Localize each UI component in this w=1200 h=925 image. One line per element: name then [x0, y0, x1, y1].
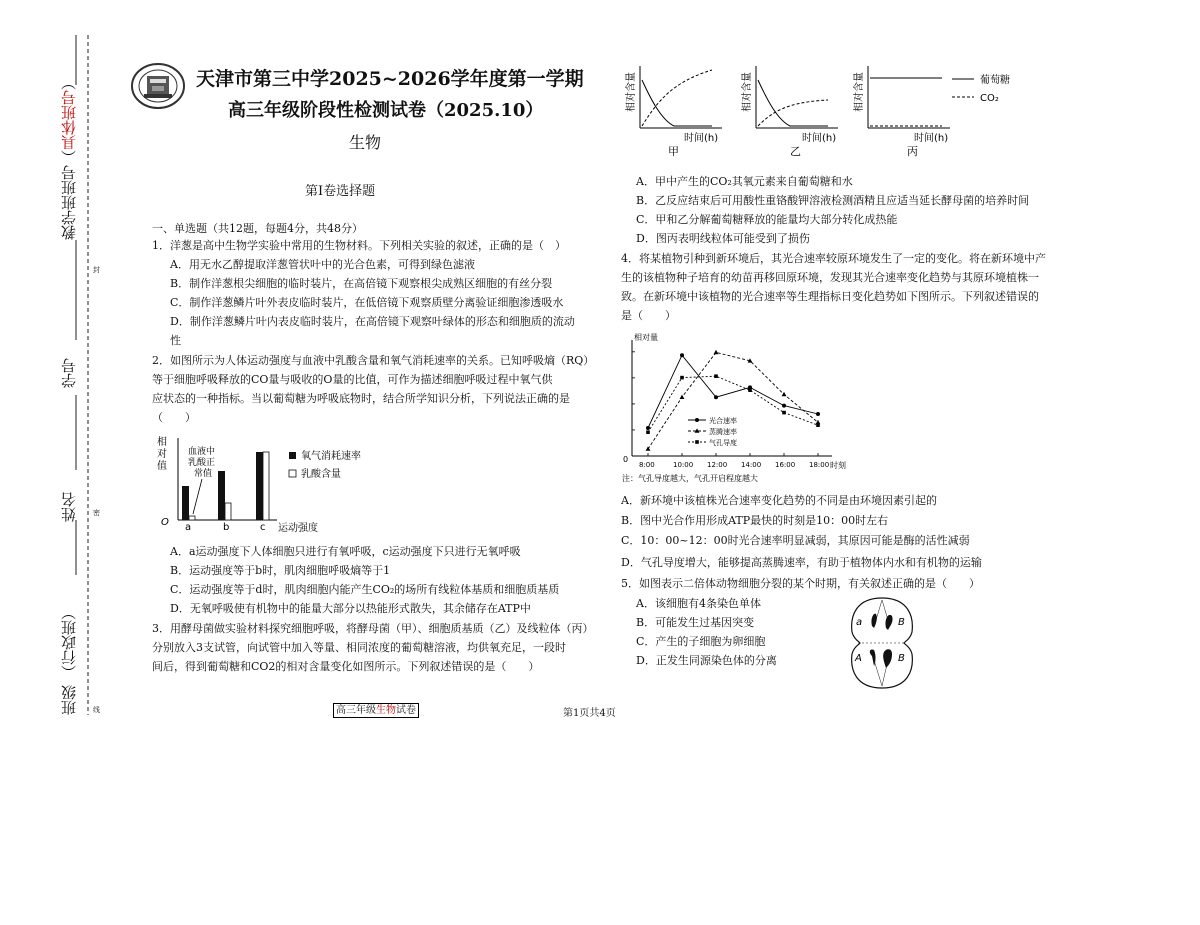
- section-title: 第Ⅰ卷选择题: [305, 184, 376, 199]
- q3-stem-line1: 3．用酵母菌做实验材料探究细胞呼吸，将酵母菌（甲）、细胞质基质（乙）及线粒体（丙）: [152, 622, 594, 635]
- q4-point: [680, 376, 684, 380]
- q2-tick-c: c: [260, 522, 266, 533]
- exam-title: 高三年级阶段性检测试卷（2025.10）: [228, 100, 544, 121]
- q2-stem-line2: 等于细胞呼吸释放的CO量与吸收的O量的比值，可作为描述细胞呼吸过程中氧气供: [152, 373, 553, 386]
- q4-point: [816, 423, 820, 427]
- q4-point: [695, 440, 699, 444]
- gene-b-top-label: B: [898, 617, 905, 628]
- legend-glucose-label: 葡萄糖: [980, 75, 1010, 86]
- bar-b-lactic: [225, 503, 231, 520]
- q3-xlabel-bing: 时间(h): [914, 133, 949, 144]
- school-title: 天津市第三中学2025~2026学年度第一学期: [196, 68, 584, 90]
- jia-co2-curve: [642, 70, 712, 126]
- q4-point: [646, 430, 650, 434]
- q4-x-tick-label: 8:00: [639, 461, 655, 469]
- q4-stem-line3: 致。在新环境中该植物的光合速率等生理指标日变化趋势如下图所示。下列叙述错误的: [621, 290, 1039, 303]
- q1-stem: 1．洋葱是高中生物学实验中常用的生物材料。下列相关实验的叙述，正确的是（ ）: [152, 239, 566, 252]
- legend-lactic-label: 乳酸含量: [301, 469, 341, 480]
- q4-option-a: A．新环境中该植株光合速率变化趋势的不同是由环境因素引起的: [621, 494, 937, 507]
- seal-char-feng: 封: [93, 266, 100, 274]
- subject-title: 生物: [349, 133, 382, 152]
- q4-point: [695, 418, 699, 422]
- q4-line-chart: [616, 328, 856, 488]
- q4-stem-line4: 是（ ）: [621, 309, 676, 322]
- q4-ylabel: 相对量: [634, 333, 658, 342]
- legend-o2-swatch: [289, 452, 296, 459]
- q4-note: 注：气孔导度越大，气孔开启程度越大: [622, 474, 758, 483]
- q1-option-b: B．制作洋葱根尖细胞的临时装片，在高倍镜下观察根尖成熟区细胞的有丝分裂: [170, 277, 553, 290]
- q4-point: [782, 404, 786, 408]
- footer-prefix: 高三年级: [336, 705, 376, 716]
- q3-ylabel-yi: 相对含量: [742, 72, 753, 112]
- q4-legend-label: 蒸腾速率: [709, 428, 737, 436]
- student-id-label: 学号: [60, 358, 78, 388]
- q2-bar-chart: [152, 432, 392, 542]
- q4-point: [714, 395, 718, 399]
- q4-stem-line1: 4．将某植物引种到新环境后，其光合速率较原环境发生了一定的变化。将在新环境中产: [621, 252, 1046, 265]
- q2-stem-line3: 应状态的一种指标。当以葡萄糖为呼吸底物时，结合所学知识分析，下列说法正确的是: [152, 392, 570, 405]
- legend-lactic-swatch: [289, 470, 296, 477]
- gene-b-bottom-label: B: [898, 653, 905, 664]
- q4-stem-line2: 生的该植物种子培育的幼苗再移回原环境，发现其光合速率变化趋势与其原环境植株一: [621, 271, 1039, 284]
- q4-point: [646, 426, 650, 430]
- q4-option-c: C．10：00~12：00时光合速率明显减弱，其原因可能是酶的活性减弱: [621, 534, 970, 547]
- q5-option-b: B．可能发生过基因突变: [636, 616, 755, 629]
- teaching-class-prefix: 教学班班号（: [60, 150, 78, 240]
- q4-x-tick-label: 18:00: [809, 461, 830, 469]
- q4-origin: 0: [623, 455, 629, 464]
- q4-point: [782, 411, 786, 415]
- q3-ylabel-jia: 相对含量: [626, 72, 637, 112]
- q5-option-a: A．该细胞有4条染色单体: [636, 597, 761, 610]
- teaching-class-suffix: ）: [60, 75, 78, 90]
- q4-x-tick-label: 16:00: [775, 461, 796, 469]
- teaching-class-red: 具体班号: [60, 90, 78, 150]
- part-heading: 一、单选题（共12题，每题4分，共48分）: [152, 222, 363, 235]
- q4-option-b: B．图中光合作用形成ATP最快的时刻是10：00时左右: [621, 514, 889, 527]
- q1-option-d-cont: 性: [170, 334, 181, 347]
- legend-o2-label: 氧气消耗速率: [301, 451, 361, 462]
- bar-b-o2: [218, 471, 225, 520]
- q4-point: [680, 395, 685, 399]
- q2-origin: O: [161, 517, 169, 528]
- q3-option-a: A．甲中产生的CO₂其氧元素来自葡萄糖和水: [636, 175, 853, 188]
- q3-panel-charts: [612, 62, 1052, 162]
- q3-stem-line2: 分别放入3支试管，向试管中加入等量、相同浓度的葡萄糖溶液，均供氧充足，一段时: [152, 641, 566, 654]
- bar-a-o2: [182, 486, 189, 520]
- q2-option-d: D．无氧呼吸使有机物中的能量大部分以热能形式散失，其余储存在ATP中: [170, 602, 531, 615]
- q4-point: [680, 353, 684, 357]
- q5-option-d: D．正发生同源染色体的分离: [636, 654, 777, 667]
- q4-point: [748, 388, 752, 392]
- q1-option-a: A．用无水乙醇提取洋葱管状叶中的光合色素，可得到绿色滤液: [170, 258, 475, 271]
- footer-suffix: 试卷: [396, 705, 416, 716]
- jia-glucose-curve: [642, 80, 712, 126]
- q2-annot-arrow: [193, 479, 202, 514]
- gene-a-label: a: [856, 617, 863, 628]
- q2-stem-line4: （ ）: [152, 411, 196, 424]
- q2-annot-1: 血液中: [188, 447, 216, 457]
- class-label: 班级 （行政班）: [60, 605, 78, 715]
- name-label: 姓名: [60, 492, 78, 522]
- bar-c-o2: [256, 452, 263, 520]
- q3-xlabel-yi: 时间(h): [802, 133, 837, 144]
- q5-stem: 5．如图表示二倍体动物细胞分裂的某个时期，有关叙述正确的是（ ）: [621, 577, 980, 590]
- panel-bing-label: 丙: [907, 145, 918, 158]
- q3-option-b: B．乙反应结束后可用酸性重铬酸钾溶液检测酒精且应适当延长酵母菌的培养时间: [636, 194, 1030, 207]
- q2-annot-3: 常值: [194, 469, 213, 479]
- q4-option-d: D．气孔导度增大，能够提高蒸腾速率，有助于植物体内水和有机物的运输: [621, 556, 982, 569]
- teaching-class-label: [58, 75, 79, 240]
- q2-annot-2: 乳酸正: [188, 458, 216, 468]
- bar-c-lactic: [263, 452, 269, 520]
- q2-option-c: C．运动强度等于d时，肌肉细胞内能产生CO₂的场所有线粒体基质和细胞质基质: [170, 583, 560, 596]
- q3-xlabel-jia: 时间(h): [684, 133, 719, 144]
- bar-a-lactic: [189, 516, 195, 520]
- seal-char-mi: 密: [93, 509, 100, 517]
- q2-option-b: B．运动强度等于b时，肌肉细胞呼吸熵等于1: [170, 564, 391, 577]
- q3-option-d: D．图丙表明线粒体可能受到了损伤: [636, 232, 810, 245]
- panel-jia-label: 甲: [668, 145, 679, 158]
- yi-co2-curve: [758, 100, 828, 126]
- yi-glucose-curve: [758, 80, 828, 126]
- q3-stem-line3: 间后，得到葡萄糖和CO2的相对含量变化如图所示。下列叙述错误的是（ ）: [152, 660, 540, 673]
- q2-xlabel: 运动强度: [278, 523, 318, 534]
- footer-red: 生物: [376, 705, 396, 716]
- school-logo: [130, 62, 186, 110]
- q4-legend-label: 光合速率: [709, 417, 737, 425]
- q3-option-c: C．甲和乙分解葡萄糖释放的能量均大部分转化成热能: [636, 213, 898, 226]
- q4-x-tick-label: 12:00: [707, 461, 728, 469]
- q2-ylabel-3: 值: [157, 461, 167, 472]
- q4-point: [782, 392, 787, 396]
- q2-stem-line1: 2．如图所示为人体运动强度与血液中乳酸含量和氧气消耗速率的关系。已知呼吸熵（RQ）: [152, 354, 595, 367]
- q4-point: [816, 412, 820, 416]
- seal-char-xian: 线: [93, 706, 100, 714]
- dividing-cell-diagram: [846, 596, 918, 690]
- q4-x-tick-label: 14:00: [741, 461, 762, 469]
- q2-ylabel-1: 相: [157, 437, 167, 448]
- q4-point: [714, 374, 718, 378]
- q4-xlabel: 时刻: [830, 461, 846, 470]
- q4-point: [714, 350, 719, 354]
- footer-page: 第1页共4页: [563, 708, 616, 719]
- footer-label: [333, 703, 419, 718]
- q2-tick-b: b: [223, 522, 230, 533]
- panel-yi-label: 乙: [790, 145, 801, 158]
- gene-A-label: A: [855, 653, 862, 664]
- q5-option-c: C．产生的子细胞为卵细胞: [636, 635, 766, 648]
- q3-ylabel-bing: 相对含量: [854, 72, 865, 112]
- q2-ylabel-2: 对: [157, 449, 167, 460]
- q2-tick-a: a: [185, 522, 192, 533]
- q4-legend-label: 气孔导度: [709, 439, 737, 447]
- q2-option-a: A．a运动强度下人体细胞只进行有氧呼吸，c运动强度下只进行无氧呼吸: [170, 545, 521, 558]
- q1-option-d: D．制作洋葱鳞片叶内表皮临时装片，在高倍镜下观察叶绿体的形态和细胞质的流动: [170, 315, 575, 328]
- q1-option-c: C．制作洋葱鳞片叶外表皮临时装片，在低倍镜下观察质壁分离验证细胞渗透吸水: [170, 296, 564, 309]
- q4-x-tick-label: 10:00: [673, 461, 694, 469]
- legend-co2-label: CO₂: [980, 93, 999, 104]
